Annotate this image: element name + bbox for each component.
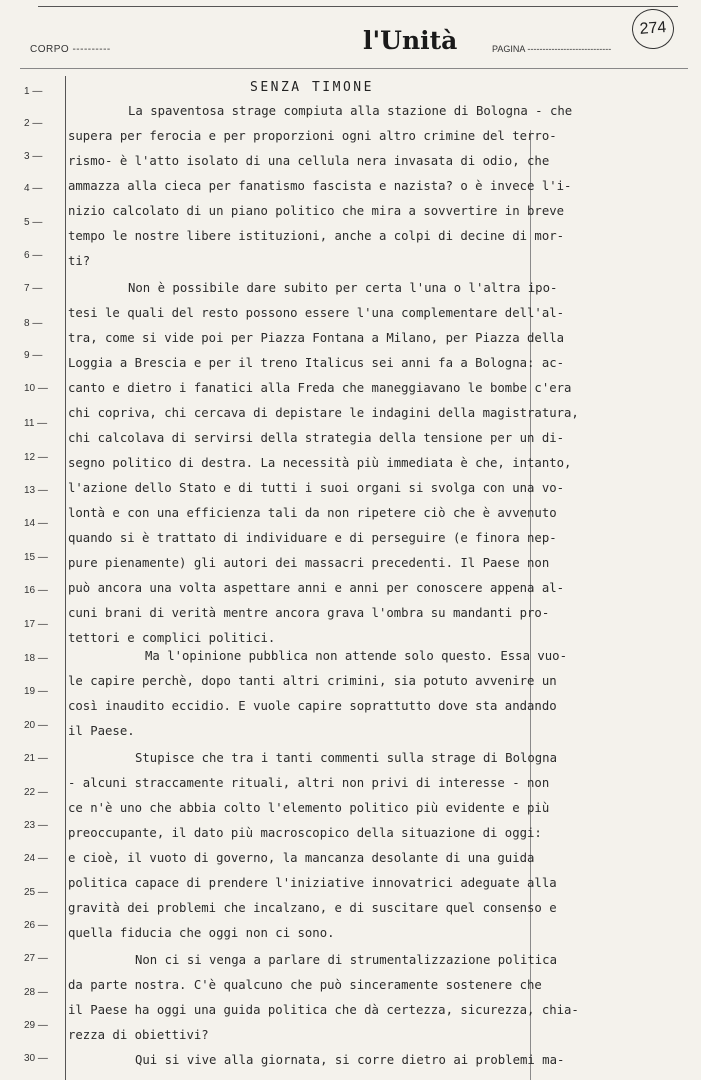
line-number: 28 — — [24, 987, 48, 998]
line-number: 4 — — [24, 183, 43, 194]
text-line: pure pienamente) gli autori dei massacri precedenti. Il Paese non — [68, 556, 550, 570]
line-number: 13 — — [24, 485, 48, 496]
line-number: 20 — — [24, 720, 48, 731]
line-number: 8 — — [24, 318, 43, 329]
text-line: Qui si vive alla giornata, si corre dietro ai problemi ma- — [135, 1053, 565, 1067]
left-margin-line — [65, 76, 66, 1080]
line-number: 18 — — [24, 653, 48, 664]
text-line: da parte nostra. C'è qualcuno che può sinceramente sostenere che — [68, 978, 542, 992]
text-line: quella fiducia che oggi non ci sono. — [68, 926, 335, 940]
text-line: tettori e complici politici. — [68, 631, 276, 645]
text-line: ti? — [68, 254, 91, 268]
text-line: politica capace di prendere l'iniziative innovatrici adeguate alla — [68, 876, 557, 890]
text-line: Loggia a Brescia e per il treno Italicus sei anni fa a Bologna: ac- — [68, 356, 565, 370]
text-line: lontà e con una efficienza tali da non ripetere ciò che è avvenuto — [68, 506, 557, 520]
text-line: ce n'è uno che abbia colto l'elemento politico più evidente e più — [68, 801, 550, 815]
page-number-stamp: 274 — [631, 8, 676, 51]
text-line: chi copriva, chi cercava di depistare le indagini della magistratura, — [68, 406, 579, 420]
line-number: 3 — — [24, 151, 43, 162]
line-number: 26 — — [24, 920, 48, 931]
text-line: tesi le quali del resto possono essere l'una complementare dell'al- — [68, 306, 565, 320]
text-line: La spaventosa strage compiuta alla stazione di Bologna - che — [128, 104, 573, 118]
line-number: 7 — — [24, 283, 43, 294]
line-number: 16 — — [24, 585, 48, 596]
line-number: 25 — — [24, 887, 48, 898]
line-number: 29 — — [24, 1020, 48, 1031]
text-line: rismo- è l'atto isolato di una cellula nera invasata di odio, che — [68, 154, 550, 168]
top-rule — [38, 6, 678, 7]
text-line: cuni brani di verità mentre ancora grava l'ombra su mandanti pro- — [68, 606, 550, 620]
line-number: 24 — — [24, 853, 48, 864]
text-line: segno politico di destra. La necessità più immediata è che, intanto, — [68, 456, 572, 470]
line-number: 17 — — [24, 619, 48, 630]
line-number: 10 — — [24, 383, 48, 394]
text-line: quando si è trattato di individuare e di perseguire (e finora nep- — [68, 531, 557, 545]
text-line: così inaudito eccidio. E vuole capire soprattutto dove sta andando — [68, 699, 557, 713]
line-number: 1 — — [24, 86, 43, 97]
text-line: il Paese. — [68, 724, 135, 738]
corpo-label: CORPO ---------- — [30, 44, 111, 55]
text-line: Non è possibile dare subito per certa l'una o l'altra ipo- — [128, 281, 558, 295]
line-number: 27 — — [24, 953, 48, 964]
text-line: tra, come si vide poi per Piazza Fontana a Milano, per Piazza della — [68, 331, 565, 345]
text-line: canto e dietro i fanatici alla Freda che maneggiavano le bombe c'era — [68, 381, 572, 395]
line-number: 6 — — [24, 250, 43, 261]
line-number: 2 — — [24, 118, 43, 129]
line-number: 11 — — [24, 418, 48, 429]
text-line: ammazza alla cieca per fanatismo fascista e nazista? o è invece l'i- — [68, 179, 572, 193]
line-number: 12 — — [24, 452, 48, 463]
text-line: supera per ferocia e per proporzioni ogni altro crimine del terro- — [68, 129, 557, 143]
text-line: nizio calcolato di un piano politico che mira a sovvertire in breve — [68, 204, 565, 218]
line-number: 15 — — [24, 552, 48, 563]
title: SENZA TIMONE — [250, 80, 374, 95]
line-number: 30 — — [24, 1053, 48, 1064]
newspaper-logo: l'Unità — [363, 26, 458, 55]
line-number: 21 — — [24, 753, 48, 764]
line-number: 22 — — [24, 787, 48, 798]
text-line: il Paese ha oggi una guida politica che dà certezza, sicurezza, chia- — [68, 1003, 579, 1017]
line-number: 19 — — [24, 686, 48, 697]
text-line: Non ci si venga a parlare di strumentalizzazione politica — [135, 953, 557, 967]
right-margin-line — [530, 130, 531, 1080]
line-number: 5 — — [24, 217, 43, 228]
text-line: rezza di obiettivi? — [68, 1028, 209, 1042]
text-line: Ma l'opinione pubblica non attende solo questo. Essa vuo- — [145, 649, 567, 663]
text-line: le capire perchè, dopo tanti altri crimini, sia potuto avvenire un — [68, 674, 557, 688]
text-line: - alcuni straccamente rituali, altri non privi di interesse - non — [68, 776, 550, 790]
line-number: 23 — — [24, 820, 48, 831]
text-line: l'azione dello Stato e di tutti i suoi organi si svolga con una vo- — [68, 481, 565, 495]
pagina-label: PAGINA ---------------------------- — [492, 44, 612, 54]
text-line: Stupisce che tra i tanti commenti sulla strage di Bologna — [135, 751, 557, 765]
text-line: gravità dei problemi che incalzano, e di suscitare quel consenso e — [68, 901, 557, 915]
text-line: e cioè, il vuoto di governo, la mancanza desolante di una guida — [68, 851, 535, 865]
text-line: chi calcolava di servirsi della strategia della tensione per un di- — [68, 431, 565, 445]
line-number: 14 — — [24, 518, 48, 529]
text-line: tempo le nostre libere istituzioni, anche a colpi di decine di mor- — [68, 229, 565, 243]
text-line: può ancora una volta aspettare anni e anni per conoscere appena al- — [68, 581, 565, 595]
text-line: preoccupante, il dato più macroscopico della situazione di oggi: — [68, 826, 542, 840]
header-rule — [20, 68, 688, 69]
line-number: 9 — — [24, 350, 43, 361]
